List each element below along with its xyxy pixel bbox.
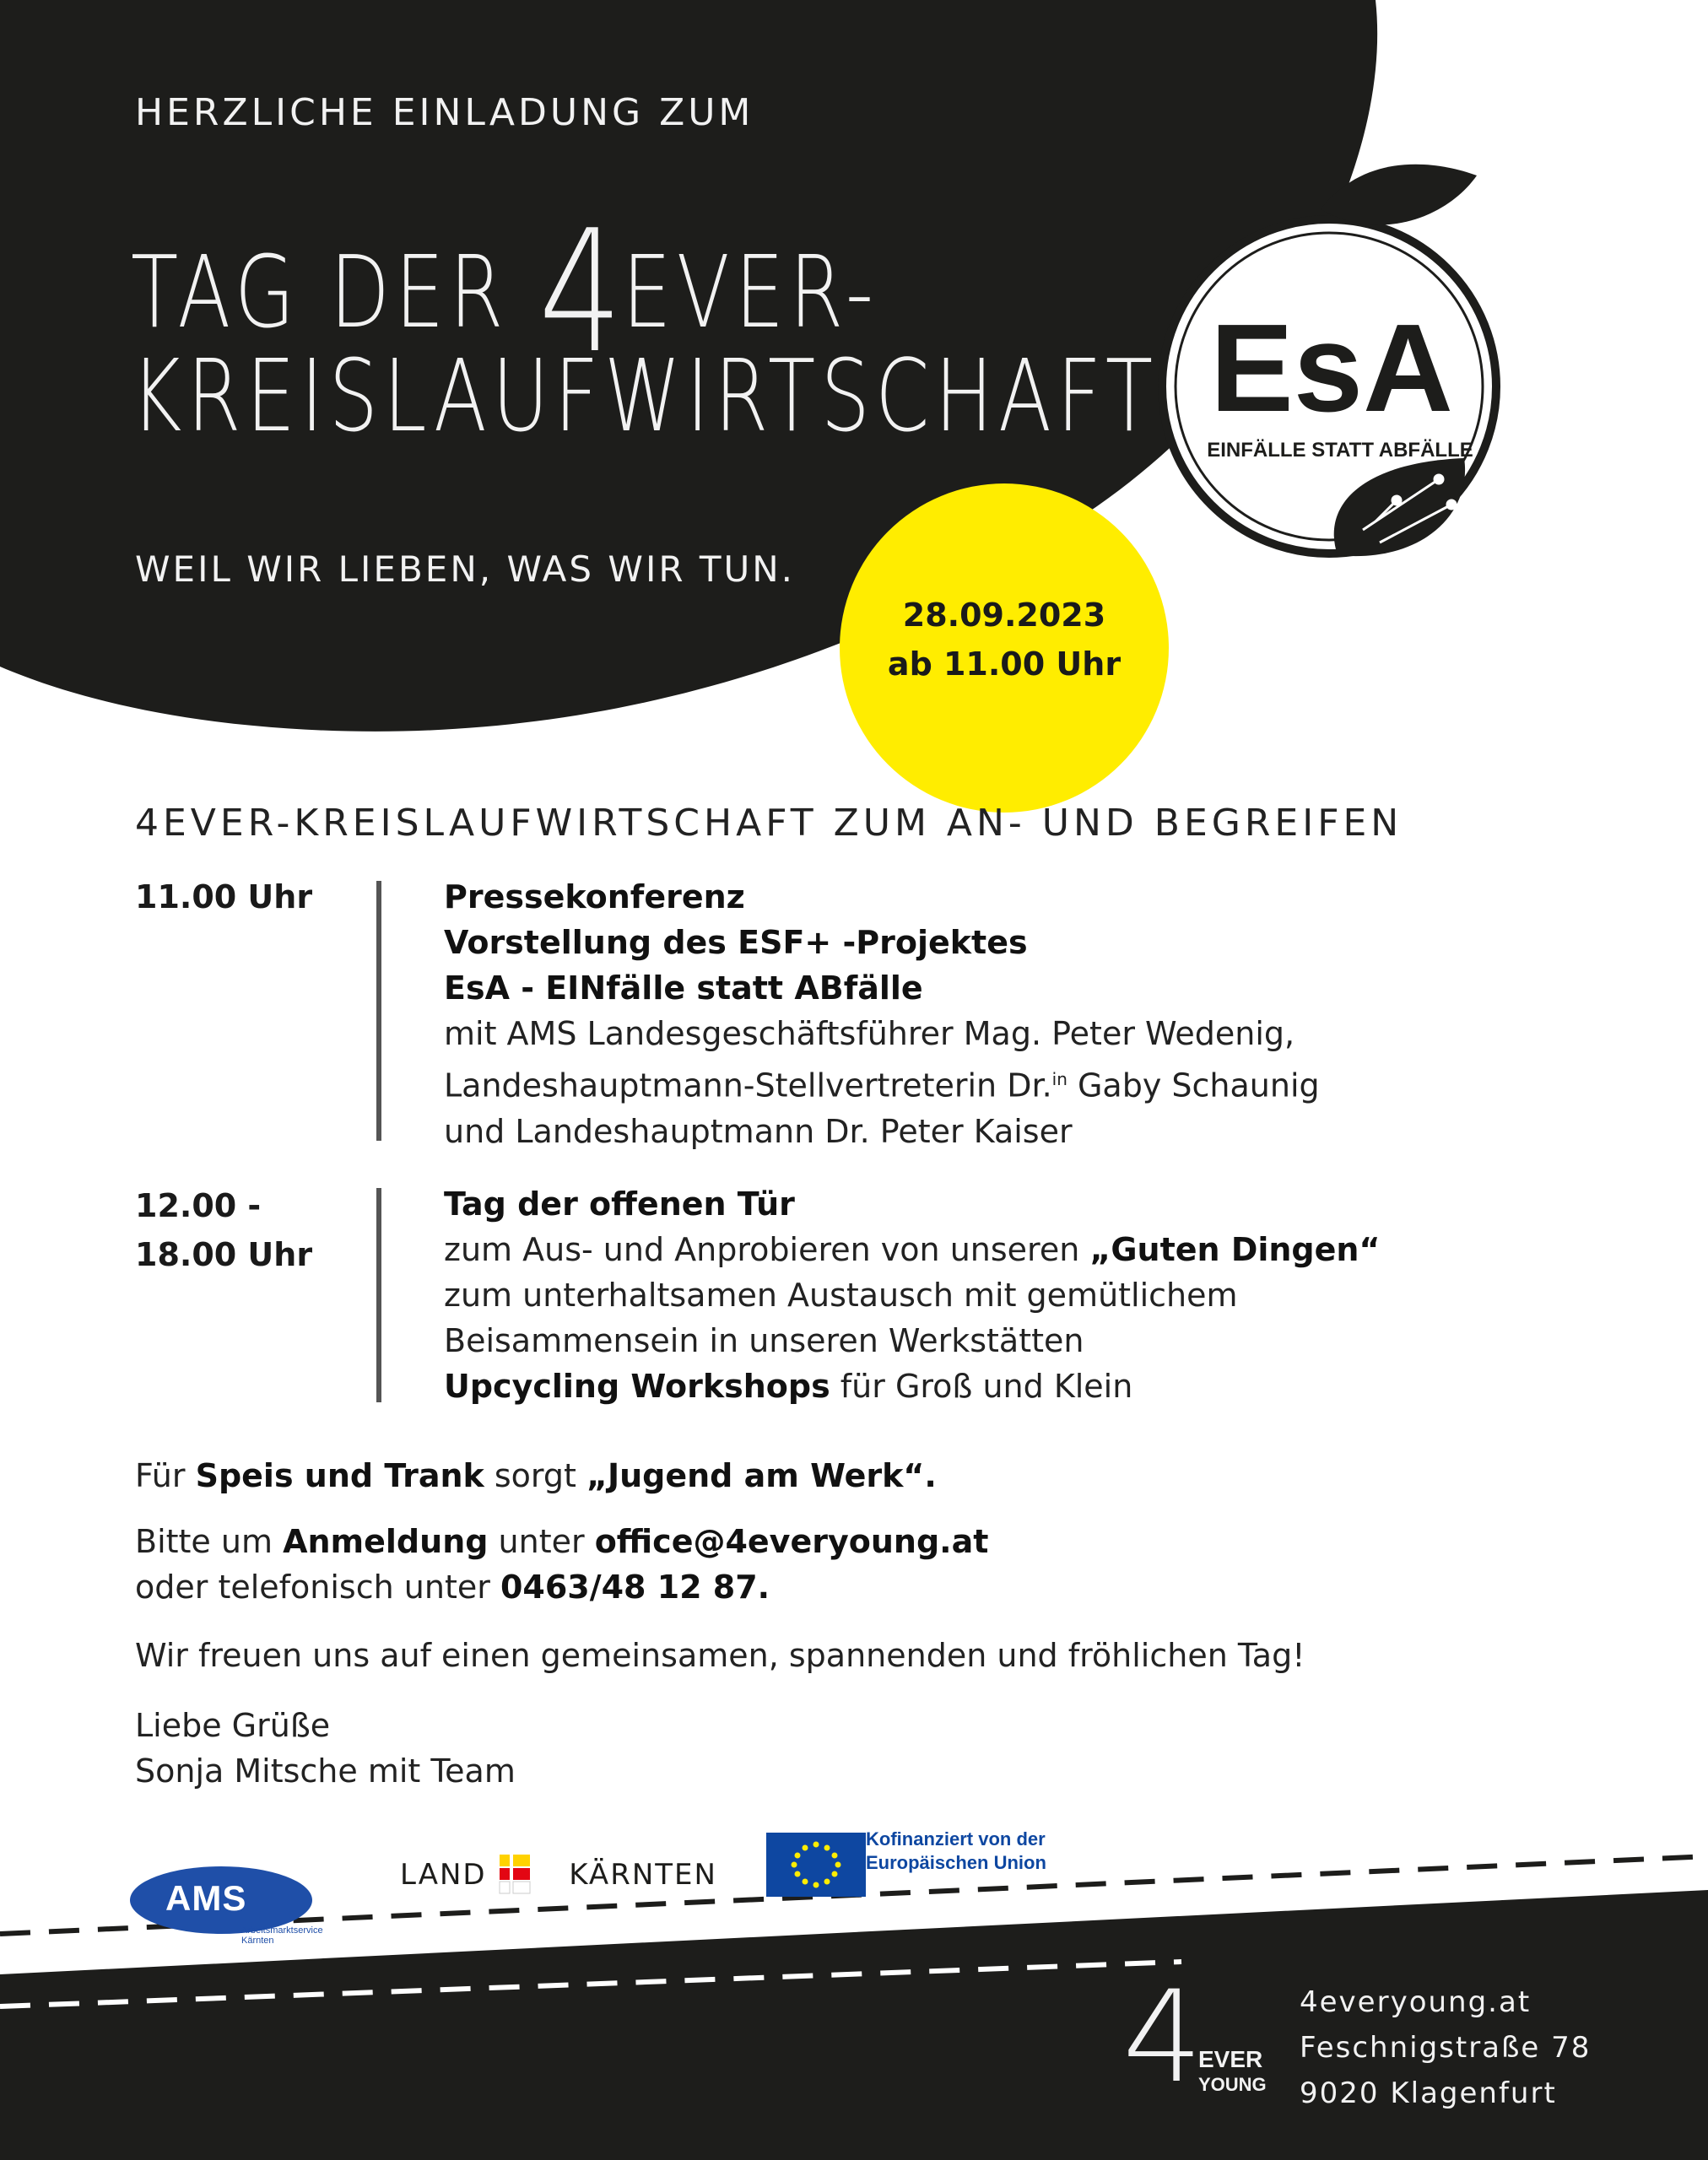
title-part-tag-der: TAG DER (131, 234, 539, 350)
title-4: 4 (538, 194, 623, 391)
schedule-bar-1 (376, 881, 381, 1141)
footer-street: Feschnigstraße 78 (1300, 2031, 1592, 2065)
footer-website-link[interactable]: 4everyoung.at (1300, 1985, 1532, 2019)
esa-logo-letters: EsA (1210, 299, 1453, 438)
4everyoung-logo-4: 4 (1122, 1964, 1203, 2111)
event-date: 28.09.2023 (902, 597, 1106, 634)
catering-line: Für Speis und Trank sorgt „Jugend am Werk“. (135, 1457, 937, 1494)
eu-cofinanced-text: Kofinanziert von der Europäischen Union (866, 1828, 1046, 1873)
schedule-2-time (135, 1181, 312, 1279)
event-start-time: ab 11.00 Uhr (887, 645, 1122, 683)
date-badge (844, 591, 1165, 688)
subheading: WEIL WIR LIEBEN, WAS WIR TUN. (135, 548, 796, 590)
schedule-1-time: 11.00 Uhr (135, 878, 313, 915)
esa-logo-tagline: EINFÄLLE STATT ABFÄLLE (1207, 439, 1473, 462)
schedule-1-line-2: Vorstellung des ESF+ -Projektes (444, 924, 1028, 961)
footer-contact (1300, 1979, 1591, 2116)
footer-city: 9020 Klagenfurt (1300, 2076, 1557, 2110)
pre-heading: HERZLICHE EINLADUNG ZUM (135, 91, 754, 134)
registration-line-2: oder telefonisch unter 0463/48 12 87. (135, 1569, 770, 1606)
title-line-2: KREISLAUFWIRTSCHAFT (131, 338, 1159, 454)
schedule-1-line-5: Landeshauptmann-Stellvertreterin Dr.$^{in}$ Gaby Schaunig (444, 1066, 1320, 1104)
schedule-1-title: Pressekonferenz (444, 878, 745, 915)
schedule-1-line-4: mit AMS Landesgeschäftsführer Mag. Peter Wedenig, (444, 1015, 1295, 1052)
schedule-1-details (444, 874, 1320, 1154)
ams-logo-sub: Arbeitsmarktservice Kärnten (241, 1925, 323, 1946)
land-kaernten-logo (400, 1858, 717, 1892)
4everyoung-logo-text: EVER YOUNG (1198, 2046, 1267, 2095)
schedule-1-line-6: und Landeshauptmann Dr. Peter Kaiser (444, 1112, 1073, 1150)
closing-line: Wir freuen uns auf einen gemeinsamen, spannenden und fröhlichen Tag! (135, 1637, 1305, 1674)
title-part-ever: EVER- (622, 234, 879, 350)
schedule-2-time-start: 12.00 - (135, 1187, 262, 1224)
schedule-2-details (444, 1181, 1380, 1409)
land-text: LAND (400, 1858, 487, 1892)
registration (135, 1519, 988, 1610)
kaernten-text: KÄRNTEN (569, 1858, 717, 1892)
registration-email-link[interactable]: office@4everyoung.at (594, 1523, 989, 1560)
signature (135, 1703, 516, 1794)
schedule-1-line-3: EsA - EINfälle statt ABfälle (444, 969, 923, 1007)
schedule-bar-2 (376, 1188, 381, 1402)
signature-greeting: Liebe Grüße (135, 1707, 331, 1744)
schedule-2-line-3: zum unterhaltsamen Austausch mit gemütlichem (444, 1277, 1238, 1314)
ams-logo-text: AMS (165, 1878, 247, 1918)
signature-name: Sonja Mitsche mit Team (135, 1752, 516, 1790)
eu-flag-icon (766, 1833, 866, 1897)
schedule-2-line-4: Beisammensein in unseren Werkstätten (444, 1322, 1084, 1359)
section-heading: 4EVER-KREISLAUFWIRTSCHAFT ZUM AN- UND BEGREIFEN (135, 802, 1403, 845)
registration-line-1: Bitte um Anmeldung unter office@4everyoung.at (135, 1523, 989, 1560)
schedule-2-line-5: Upcycling Workshops für Groß und Klein (444, 1368, 1133, 1405)
registration-phone-link[interactable]: 0463/48 12 87. (500, 1569, 770, 1606)
schedule-2-time-end: 18.00 Uhr (135, 1236, 313, 1273)
schedule-2-title: Tag der offenen Tür (444, 1185, 795, 1223)
schedule-2-line-2: zum Aus- und Anprobieren von unseren „Guten Dingen“ (444, 1231, 1381, 1268)
